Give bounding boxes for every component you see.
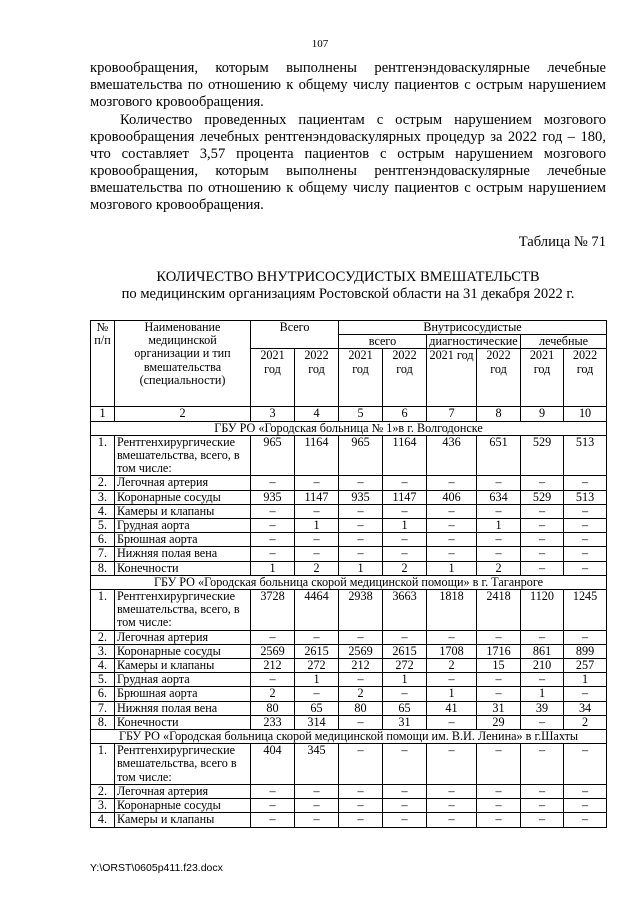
table-cell: 1120 bbox=[521, 590, 564, 631]
table-cell: – bbox=[383, 744, 427, 785]
table-cell: 513 bbox=[564, 490, 607, 504]
column-number: 6 bbox=[383, 407, 427, 421]
table-row bbox=[91, 744, 607, 785]
header-row-1 bbox=[91, 321, 607, 335]
table-cell: 2 bbox=[295, 561, 339, 575]
table-cell: 345 bbox=[295, 744, 339, 785]
row-name: Камеры и клапаны bbox=[115, 813, 251, 827]
row-name: Коронарные сосуды bbox=[115, 644, 251, 658]
table-cell: – bbox=[295, 533, 339, 547]
header-year: 2021 год bbox=[427, 349, 477, 407]
table-cell: 1147 bbox=[295, 490, 339, 504]
table-cell: 634 bbox=[477, 490, 521, 504]
row-name: Брюшная аорта bbox=[115, 533, 251, 547]
header-sub-diag: диагностические bbox=[427, 335, 521, 349]
table-cell: 3663 bbox=[383, 590, 427, 631]
table-cell: 1 bbox=[251, 561, 295, 575]
table-cell: – bbox=[251, 630, 295, 644]
table-cell: 1 bbox=[521, 687, 564, 701]
table-cell: 1 bbox=[383, 519, 427, 533]
table-cell: 2569 bbox=[339, 644, 383, 658]
table-title-block bbox=[90, 269, 606, 303]
row-name: Легочная артерия bbox=[115, 476, 251, 490]
table-cell: – bbox=[521, 630, 564, 644]
row-number: 7. bbox=[91, 701, 115, 715]
table-cell: 1 bbox=[564, 673, 607, 687]
table-cell: 861 bbox=[521, 644, 564, 658]
table-cell: 2 bbox=[339, 687, 383, 701]
table-cell: – bbox=[564, 476, 607, 490]
table-cell: – bbox=[251, 547, 295, 561]
file-path-footer: Y:\ORST\0605p411.f23.docx bbox=[90, 862, 223, 874]
row-name: Нижняя полая вена bbox=[115, 701, 251, 715]
table-cell: 272 bbox=[295, 659, 339, 673]
table-cell: – bbox=[477, 799, 521, 813]
table-cell: 935 bbox=[339, 490, 383, 504]
table-cell: – bbox=[339, 784, 383, 798]
table-cell: 965 bbox=[251, 435, 295, 476]
table-cell: – bbox=[383, 547, 427, 561]
column-number: 8 bbox=[477, 407, 521, 421]
table-cell: – bbox=[564, 784, 607, 798]
row-number: 4. bbox=[91, 659, 115, 673]
table-row bbox=[91, 435, 607, 476]
table-row bbox=[91, 644, 607, 658]
table-cell: – bbox=[339, 744, 383, 785]
table-cell: 1 bbox=[427, 687, 477, 701]
table-row bbox=[91, 715, 607, 729]
table-cell: 1245 bbox=[564, 590, 607, 631]
row-name: Рентгенхирургические вмешательства, всего, в том числе: bbox=[115, 435, 251, 476]
section-header-row bbox=[91, 575, 607, 589]
table-cell: 2418 bbox=[477, 590, 521, 631]
table-cell: 1164 bbox=[295, 435, 339, 476]
table-cell: – bbox=[427, 533, 477, 547]
header-year: 2021 год bbox=[521, 349, 564, 407]
table-cell: 965 bbox=[339, 435, 383, 476]
table-cell: 1 bbox=[295, 519, 339, 533]
table-row bbox=[91, 519, 607, 533]
row-number: 2. bbox=[91, 476, 115, 490]
table-cell: – bbox=[383, 476, 427, 490]
table-cell: – bbox=[427, 504, 477, 518]
table-cell: 406 bbox=[427, 490, 477, 504]
table-cell: 257 bbox=[564, 659, 607, 673]
table-cell: – bbox=[427, 547, 477, 561]
table-cell: – bbox=[521, 533, 564, 547]
table-cell: 651 bbox=[477, 435, 521, 476]
table-cell: – bbox=[564, 547, 607, 561]
table-cell: 314 bbox=[295, 715, 339, 729]
column-numbers-row bbox=[91, 407, 607, 421]
table-cell: – bbox=[339, 673, 383, 687]
row-number: 3. bbox=[91, 644, 115, 658]
row-name: Рентгенхирургические вмешательства, всего, в том числе: bbox=[115, 590, 251, 631]
row-name: Брюшная аорта bbox=[115, 687, 251, 701]
table-cell: 3728 bbox=[251, 590, 295, 631]
row-number: 2. bbox=[91, 630, 115, 644]
column-number: 1 bbox=[91, 407, 115, 421]
table-cell: – bbox=[521, 784, 564, 798]
table-cell: 212 bbox=[339, 659, 383, 673]
table-cell: 31 bbox=[477, 701, 521, 715]
section-title: ГБУ РО «Городская больница скорой медицинской помощи им. В.И. Ленина» в г.Шахты bbox=[91, 730, 607, 744]
table-cell: – bbox=[383, 799, 427, 813]
row-number: 4. bbox=[91, 813, 115, 827]
table-cell: – bbox=[295, 476, 339, 490]
column-number: 5 bbox=[339, 407, 383, 421]
row-number: 2. bbox=[91, 784, 115, 798]
table-cell: – bbox=[477, 533, 521, 547]
column-number: 2 bbox=[115, 407, 251, 421]
table-cell: 2 bbox=[477, 561, 521, 575]
table-cell: – bbox=[564, 687, 607, 701]
table-cell: – bbox=[521, 715, 564, 729]
table-cell: 2615 bbox=[295, 644, 339, 658]
table-cell: 65 bbox=[295, 701, 339, 715]
table-cell: – bbox=[251, 504, 295, 518]
table-cell: – bbox=[339, 476, 383, 490]
table-cell: 15 bbox=[477, 659, 521, 673]
table-cell: 29 bbox=[477, 715, 521, 729]
table-cell: 272 bbox=[383, 659, 427, 673]
table-cell: – bbox=[564, 813, 607, 827]
row-name: Коронарные сосуды bbox=[115, 799, 251, 813]
row-number: 8. bbox=[91, 715, 115, 729]
table-cell: 65 bbox=[383, 701, 427, 715]
table-row bbox=[91, 813, 607, 827]
table-cell: – bbox=[295, 813, 339, 827]
table-cell: – bbox=[251, 519, 295, 533]
table-cell: – bbox=[477, 630, 521, 644]
table-cell: – bbox=[251, 533, 295, 547]
table-cell: – bbox=[427, 813, 477, 827]
table-cell: – bbox=[427, 744, 477, 785]
section-header-row bbox=[91, 421, 607, 435]
table-cell: 1164 bbox=[383, 435, 427, 476]
table-cell: – bbox=[383, 630, 427, 644]
table-row bbox=[91, 547, 607, 561]
table-cell: – bbox=[427, 476, 477, 490]
table-cell: 80 bbox=[339, 701, 383, 715]
table-cell: 1716 bbox=[477, 644, 521, 658]
table-cell: – bbox=[477, 673, 521, 687]
table-cell: 1 bbox=[427, 561, 477, 575]
table-cell: – bbox=[427, 784, 477, 798]
table-row bbox=[91, 533, 607, 547]
table-cell: 1 bbox=[477, 519, 521, 533]
table-row bbox=[91, 673, 607, 687]
table-cell: – bbox=[564, 519, 607, 533]
table-cell: – bbox=[521, 744, 564, 785]
row-number: 3. bbox=[91, 490, 115, 504]
table-cell: 39 bbox=[521, 701, 564, 715]
page-number: 107 bbox=[311, 38, 329, 50]
table-row bbox=[91, 630, 607, 644]
table-cell: – bbox=[477, 813, 521, 827]
table-cell: – bbox=[521, 561, 564, 575]
row-number: 6. bbox=[91, 687, 115, 701]
table-cell: – bbox=[427, 715, 477, 729]
table-label: Таблица № 71 bbox=[518, 234, 606, 250]
table-cell: – bbox=[477, 476, 521, 490]
table-subtitle: по медицинским организациям Ростовской области на 31 декабря 2022 г. bbox=[121, 286, 575, 303]
section-title: ГБУ РО «Городская больница № 1»в г. Волгодонске bbox=[91, 421, 607, 435]
table-row bbox=[91, 561, 607, 575]
row-number: 5. bbox=[91, 519, 115, 533]
table-cell: – bbox=[339, 533, 383, 547]
table-cell: – bbox=[295, 547, 339, 561]
table-row bbox=[91, 490, 607, 504]
table-cell: – bbox=[295, 687, 339, 701]
table-cell: 80 bbox=[251, 701, 295, 715]
table-cell: – bbox=[521, 504, 564, 518]
table-cell: 529 bbox=[521, 435, 564, 476]
row-name: Коронарные сосуды bbox=[115, 490, 251, 504]
header-name: Наименование медицинской организации и тип вмешательства (специальности) bbox=[115, 321, 251, 407]
table-cell: – bbox=[564, 504, 607, 518]
table-row bbox=[91, 701, 607, 715]
row-number: 3. bbox=[91, 799, 115, 813]
row-name: Конечности bbox=[115, 561, 251, 575]
table-cell: 2938 bbox=[339, 590, 383, 631]
header-total: Всего bbox=[251, 321, 339, 349]
table-cell: 210 bbox=[521, 659, 564, 673]
table-cell: – bbox=[295, 784, 339, 798]
table-cell: – bbox=[521, 673, 564, 687]
table-cell: – bbox=[251, 784, 295, 798]
row-name: Нижняя полая вена bbox=[115, 547, 251, 561]
row-name: Грудная аорта bbox=[115, 673, 251, 687]
table-cell: – bbox=[521, 519, 564, 533]
table-cell: – bbox=[427, 519, 477, 533]
table-cell: – bbox=[339, 630, 383, 644]
column-number: 3 bbox=[251, 407, 295, 421]
table-cell: 2 bbox=[251, 687, 295, 701]
row-number: 7. bbox=[91, 547, 115, 561]
table-cell: 2569 bbox=[251, 644, 295, 658]
table-cell: – bbox=[521, 799, 564, 813]
row-number: 1. bbox=[91, 744, 115, 785]
column-number: 4 bbox=[295, 407, 339, 421]
row-name: Камеры и клапаны bbox=[115, 504, 251, 518]
header-num: № п/п bbox=[91, 321, 115, 407]
row-name: Легочная артерия bbox=[115, 784, 251, 798]
row-number: 4. bbox=[91, 504, 115, 518]
header-sub-all: всего bbox=[339, 335, 427, 349]
row-name: Легочная артерия bbox=[115, 630, 251, 644]
table-cell: – bbox=[251, 813, 295, 827]
table-cell: – bbox=[564, 630, 607, 644]
table-cell: – bbox=[521, 813, 564, 827]
row-name: Рентгенхирургические вмешательства, всего в том числе: bbox=[115, 744, 251, 785]
table-cell: – bbox=[564, 799, 607, 813]
table-cell: 2615 bbox=[383, 644, 427, 658]
table-cell: 212 bbox=[251, 659, 295, 673]
table-cell: 2 bbox=[564, 715, 607, 729]
table-row bbox=[91, 476, 607, 490]
table-row bbox=[91, 659, 607, 673]
table-cell: – bbox=[295, 630, 339, 644]
table-cell: – bbox=[251, 799, 295, 813]
row-number: 6. bbox=[91, 533, 115, 547]
table-row bbox=[91, 784, 607, 798]
table-cell: 1818 bbox=[427, 590, 477, 631]
table-cell: 404 bbox=[251, 744, 295, 785]
header-year: 2022 год bbox=[295, 349, 339, 407]
table-cell: 41 bbox=[427, 701, 477, 715]
table-cell: – bbox=[251, 673, 295, 687]
row-name: Грудная аорта bbox=[115, 519, 251, 533]
table-cell: – bbox=[339, 813, 383, 827]
table-cell: – bbox=[339, 547, 383, 561]
table-cell: 513 bbox=[564, 435, 607, 476]
table-cell: – bbox=[564, 744, 607, 785]
table-cell: 2 bbox=[427, 659, 477, 673]
table-cell: – bbox=[295, 504, 339, 518]
header-year: 2022 год bbox=[477, 349, 521, 407]
row-number: 8. bbox=[91, 561, 115, 575]
header-year: 2022 год bbox=[383, 349, 427, 407]
table-cell: – bbox=[339, 504, 383, 518]
table-cell: – bbox=[383, 784, 427, 798]
table-cell: – bbox=[295, 799, 339, 813]
table-cell: 2 bbox=[383, 561, 427, 575]
section-header-row bbox=[91, 730, 607, 744]
table-row bbox=[91, 504, 607, 518]
table-cell: 4464 bbox=[295, 590, 339, 631]
table-cell: – bbox=[427, 673, 477, 687]
paragraph-1: кровообращения, которым выполнены рентгенэндоваскулярные лечебные вмешательства по отношению к общему числу пациентов с острым нарушением мозгового кровообращения. bbox=[90, 60, 606, 111]
table-cell: 1147 bbox=[383, 490, 427, 504]
row-number: 1. bbox=[91, 435, 115, 476]
paragraph-2: Количество проведенных пациентам с острым нарушением мозгового кровообращения лечебных рентгенэндоваскулярных процедур за 2022 год – 180, что составляет 3,57 процента пациентов с острым нарушением мозгового кровообращения, которым выполнены рентгенэндоваскулярные лечебные вмешательства по отношению к общему числу пациентов с острым нарушением мозгового кровообращения. bbox=[90, 112, 606, 214]
table-cell: 34 bbox=[564, 701, 607, 715]
table-cell: – bbox=[383, 813, 427, 827]
table-row bbox=[91, 687, 607, 701]
table-cell: 233 bbox=[251, 715, 295, 729]
table-cell: 436 bbox=[427, 435, 477, 476]
table-cell: 1 bbox=[383, 673, 427, 687]
table-cell: – bbox=[383, 533, 427, 547]
table-title: КОЛИЧЕСТВО ВНУТРИСОСУДИСТЫХ ВМЕШАТЕЛЬСТВ bbox=[156, 269, 540, 285]
table-cell: – bbox=[339, 519, 383, 533]
table-row bbox=[91, 590, 607, 631]
table-cell: – bbox=[477, 784, 521, 798]
table-cell: – bbox=[477, 687, 521, 701]
table-cell: – bbox=[339, 715, 383, 729]
table-cell: – bbox=[477, 547, 521, 561]
table-cell: – bbox=[427, 799, 477, 813]
table-cell: 1 bbox=[295, 673, 339, 687]
table-cell: – bbox=[477, 504, 521, 518]
table-row bbox=[91, 799, 607, 813]
header-year: 2022 год bbox=[564, 349, 607, 407]
table-cell: – bbox=[383, 687, 427, 701]
section-title: ГБУ РО «Городская больница скорой медицинской помощи» в г. Таганроге bbox=[91, 575, 607, 589]
table-cell: – bbox=[521, 476, 564, 490]
table-cell: 1708 bbox=[427, 644, 477, 658]
header-sub-treat: лечебные bbox=[521, 335, 607, 349]
row-name: Конечности bbox=[115, 715, 251, 729]
table-cell: – bbox=[339, 799, 383, 813]
table-cell: 529 bbox=[521, 490, 564, 504]
column-number: 9 bbox=[521, 407, 564, 421]
table-cell: – bbox=[383, 504, 427, 518]
header-year: 2021 год bbox=[251, 349, 295, 407]
row-number: 5. bbox=[91, 673, 115, 687]
column-number: 7 bbox=[427, 407, 477, 421]
row-name: Камеры и клапаны bbox=[115, 659, 251, 673]
header-year: 2021 год bbox=[339, 349, 383, 407]
table-cell: 31 bbox=[383, 715, 427, 729]
table-cell: – bbox=[477, 744, 521, 785]
table-cell: – bbox=[564, 533, 607, 547]
row-number: 1. bbox=[91, 590, 115, 631]
table-cell: – bbox=[427, 630, 477, 644]
table-cell: 1 bbox=[339, 561, 383, 575]
table-cell: – bbox=[521, 547, 564, 561]
table-cell: – bbox=[251, 476, 295, 490]
table-cell: – bbox=[564, 561, 607, 575]
column-number: 10 bbox=[564, 407, 607, 421]
header-intravascular: Внутрисосудистые bbox=[339, 321, 607, 335]
table-cell: 935 bbox=[251, 490, 295, 504]
table-cell: 899 bbox=[564, 644, 607, 658]
data-table bbox=[90, 320, 607, 828]
